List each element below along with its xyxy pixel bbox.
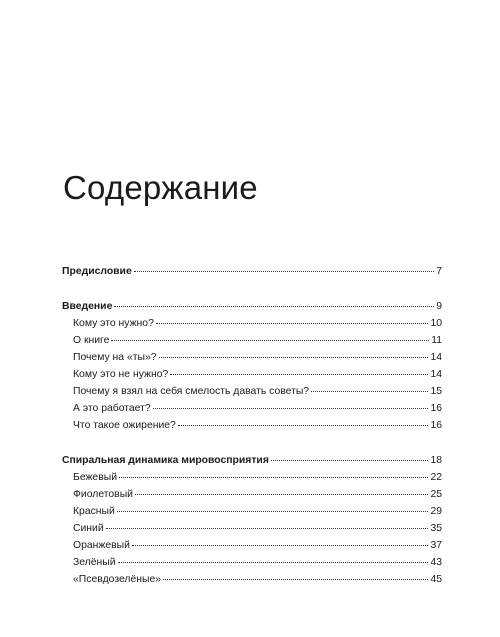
toc-entry[interactable] (62, 366, 442, 383)
toc-entry-label: Бежевый (73, 472, 118, 483)
dot-leader (163, 578, 428, 580)
toc-entry-label: Синий (73, 523, 104, 534)
toc-page-number: 25 (430, 489, 442, 500)
toc-entry[interactable] (62, 503, 442, 520)
toc-entry[interactable] (62, 400, 442, 417)
toc-section-heading[interactable] (62, 263, 442, 280)
dot-leader (118, 561, 429, 563)
dot-leader (311, 390, 428, 392)
toc-page-number: 16 (430, 420, 442, 431)
toc-page-number: 45 (430, 574, 442, 585)
toc-entry[interactable] (62, 554, 442, 571)
toc-entry-label: Предисловие (62, 266, 132, 277)
toc-entry[interactable] (62, 315, 442, 332)
toc-entry[interactable] (62, 537, 442, 554)
toc-entry-label: Оранжевый (73, 540, 130, 551)
page-title: Содержание (63, 169, 258, 206)
toc-page-number: 14 (430, 369, 442, 380)
toc-page-number: 29 (430, 506, 442, 517)
toc-page-number: 7 (436, 266, 442, 277)
toc-entry-label: А это работает? (73, 403, 151, 414)
dot-leader (111, 339, 429, 341)
toc-page-number: 15 (430, 386, 442, 397)
dot-leader (119, 476, 428, 478)
toc-entry-label: Почему на «ты»? (73, 352, 157, 363)
dot-leader (271, 459, 429, 461)
toc-entry-label: Зелёный (73, 557, 116, 568)
dot-leader (117, 510, 429, 512)
toc-entry[interactable] (62, 332, 442, 349)
toc-page-number: 9 (436, 301, 442, 312)
toc-entry-label: Спиральная динамика мировосприятия (62, 455, 269, 466)
toc-entry-label: Что такое ожирение? (73, 420, 176, 431)
toc-entry-label: Введение (62, 301, 113, 312)
toc-page-number: 37 (430, 540, 442, 551)
toc-page-number: 14 (430, 352, 442, 363)
toc-entry[interactable] (62, 383, 442, 400)
toc-entry-label: Красный (73, 506, 115, 517)
toc-page-number: 16 (430, 403, 442, 414)
toc-entry[interactable] (62, 571, 442, 588)
dot-leader (135, 493, 428, 495)
toc-section-heading[interactable] (62, 298, 442, 315)
toc-section (62, 298, 442, 434)
toc-section (62, 452, 442, 588)
toc-entry[interactable] (62, 520, 442, 537)
toc-page-number: 22 (430, 472, 442, 483)
toc-section-heading[interactable] (62, 452, 442, 469)
dot-leader (170, 373, 428, 375)
toc-entry[interactable] (62, 417, 442, 434)
toc-page-number: 18 (430, 455, 442, 466)
dot-leader (134, 270, 434, 272)
toc-page-number: 43 (430, 557, 442, 568)
toc-entry[interactable] (62, 349, 442, 366)
toc-page-number: 11 (431, 335, 442, 346)
toc-entry-label: О книге (73, 335, 110, 346)
toc-entry[interactable] (62, 469, 442, 486)
toc-entry-label: Кому это не нужно? (73, 369, 169, 380)
toc-page-number: 35 (430, 523, 442, 534)
toc-entry[interactable] (62, 486, 442, 503)
dot-leader (132, 544, 429, 546)
toc-entry-label: Кому это нужно? (73, 318, 154, 329)
dot-leader (156, 322, 429, 324)
toc-entry-label: Фиолетовый (73, 489, 133, 500)
dot-leader (106, 527, 429, 529)
toc-section (62, 263, 442, 280)
toc-entry-label: «Псевдозелёные» (73, 574, 162, 585)
dot-leader (153, 407, 429, 409)
dot-leader (178, 424, 429, 426)
toc-entry-label: Почему я взял на себя смелость давать советы? (73, 386, 310, 397)
dot-leader (114, 305, 434, 307)
toc-page-number: 10 (430, 318, 442, 329)
table-of-contents (62, 263, 442, 588)
dot-leader (159, 356, 429, 358)
